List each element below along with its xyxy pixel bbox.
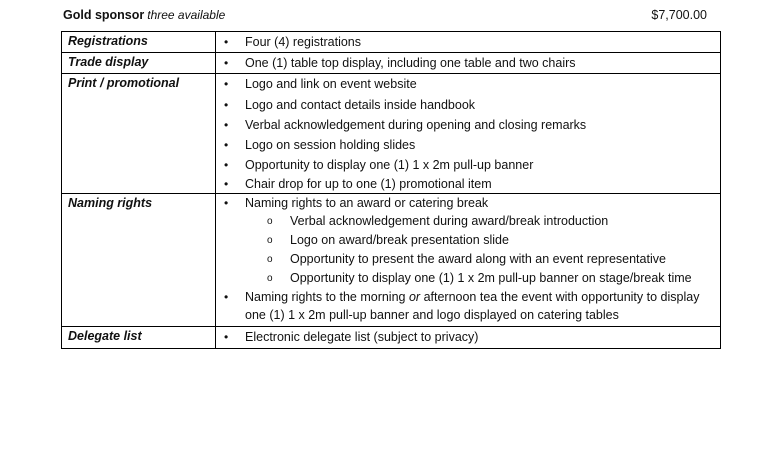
item-text-part: Naming rights to the morning	[245, 290, 409, 305]
item-text-emphasis: or	[408, 290, 421, 305]
bullet-icon: •	[224, 138, 229, 153]
item-text: Four (4) registrations	[245, 35, 362, 49]
sub-list-item	[216, 212, 720, 231]
bullet-icon: •	[224, 290, 229, 305]
item-text-part: afternoon tea the event with opportunity to display one (1) 1 x 2m pull-up banner and logo displayed on catering tables	[245, 290, 700, 322]
item-text: Logo on session holding slides	[245, 138, 416, 153]
row-label-naming: Naming rights	[62, 194, 216, 327]
bullet-icon: •	[224, 330, 229, 345]
list-item	[216, 53, 720, 73]
table-row	[62, 194, 721, 327]
availability-note: three available	[147, 8, 226, 22]
item-text: One (1) table top display, including one table and two chairs	[245, 56, 576, 71]
list-item	[216, 115, 720, 135]
row-label-trade: Trade display	[62, 53, 216, 74]
table-row	[62, 327, 721, 348]
bullet-icon: •	[224, 196, 229, 211]
item-text: Logo and link on event website	[245, 77, 417, 92]
circle-bullet-icon: o	[267, 273, 273, 285]
row-label-registrations: Registrations	[62, 32, 216, 53]
sub-item-text: Logo on award/break presentation slide	[290, 233, 509, 248]
bullet-icon: •	[224, 97, 229, 112]
sponsor-name: Gold sponsor	[63, 8, 145, 22]
row-label-delegate: Delegate list	[62, 327, 216, 348]
row-content-delegate	[216, 327, 721, 348]
circle-bullet-icon: o	[267, 216, 273, 228]
sub-item-text: Opportunity to display one (1) 1 x 2m pull-up banner on stage/break time	[290, 271, 692, 286]
item-text: Opportunity to display one (1) 1 x 2m pull-up banner	[245, 158, 534, 173]
table-row	[62, 74, 721, 194]
bullet-icon: •	[224, 117, 229, 132]
table-row	[62, 53, 721, 74]
sub-item-text: Opportunity to present the award along with an event representative	[290, 252, 666, 267]
list-item	[216, 74, 720, 94]
item-text: Chair drop for up to one (1) promotional item	[245, 177, 492, 192]
list-item	[216, 155, 720, 175]
list-item	[216, 32, 720, 52]
list-item	[216, 175, 720, 193]
sub-item-text: Verbal acknowledgement during award/break introduction	[290, 214, 609, 229]
circle-bullet-icon: o	[267, 254, 273, 266]
bullet-icon: •	[224, 77, 229, 92]
row-label-print: Print / promotional	[62, 74, 216, 194]
list-item	[216, 327, 720, 347]
list-item	[216, 288, 720, 326]
item-text: Electronic delegate list (subject to privacy)	[245, 330, 479, 345]
row-content-registrations	[216, 32, 721, 53]
sub-list-item	[216, 250, 720, 269]
list-item	[216, 135, 720, 155]
item-text: Verbal acknowledgement during opening and closing remarks	[245, 117, 587, 132]
list-item	[216, 95, 720, 115]
sub-list-item	[216, 231, 720, 250]
sponsor-header	[63, 8, 720, 26]
table-row	[62, 32, 721, 53]
row-content-trade	[216, 53, 721, 74]
circle-bullet-icon: o	[267, 235, 273, 247]
list-item	[216, 194, 720, 212]
sub-list-item	[216, 269, 720, 288]
bullet-icon: •	[224, 35, 229, 49]
item-text: Naming rights to an award or catering break	[245, 196, 489, 211]
row-content-naming	[216, 194, 721, 327]
benefits-table	[61, 31, 721, 349]
bullet-icon: •	[224, 158, 229, 173]
item-text: Logo and contact details inside handbook	[245, 97, 476, 112]
bullet-icon: •	[224, 177, 229, 192]
row-content-print	[216, 74, 721, 194]
sponsor-title	[63, 8, 225, 22]
sponsor-price: $7,700.00	[651, 8, 707, 22]
bullet-icon: •	[224, 56, 229, 71]
